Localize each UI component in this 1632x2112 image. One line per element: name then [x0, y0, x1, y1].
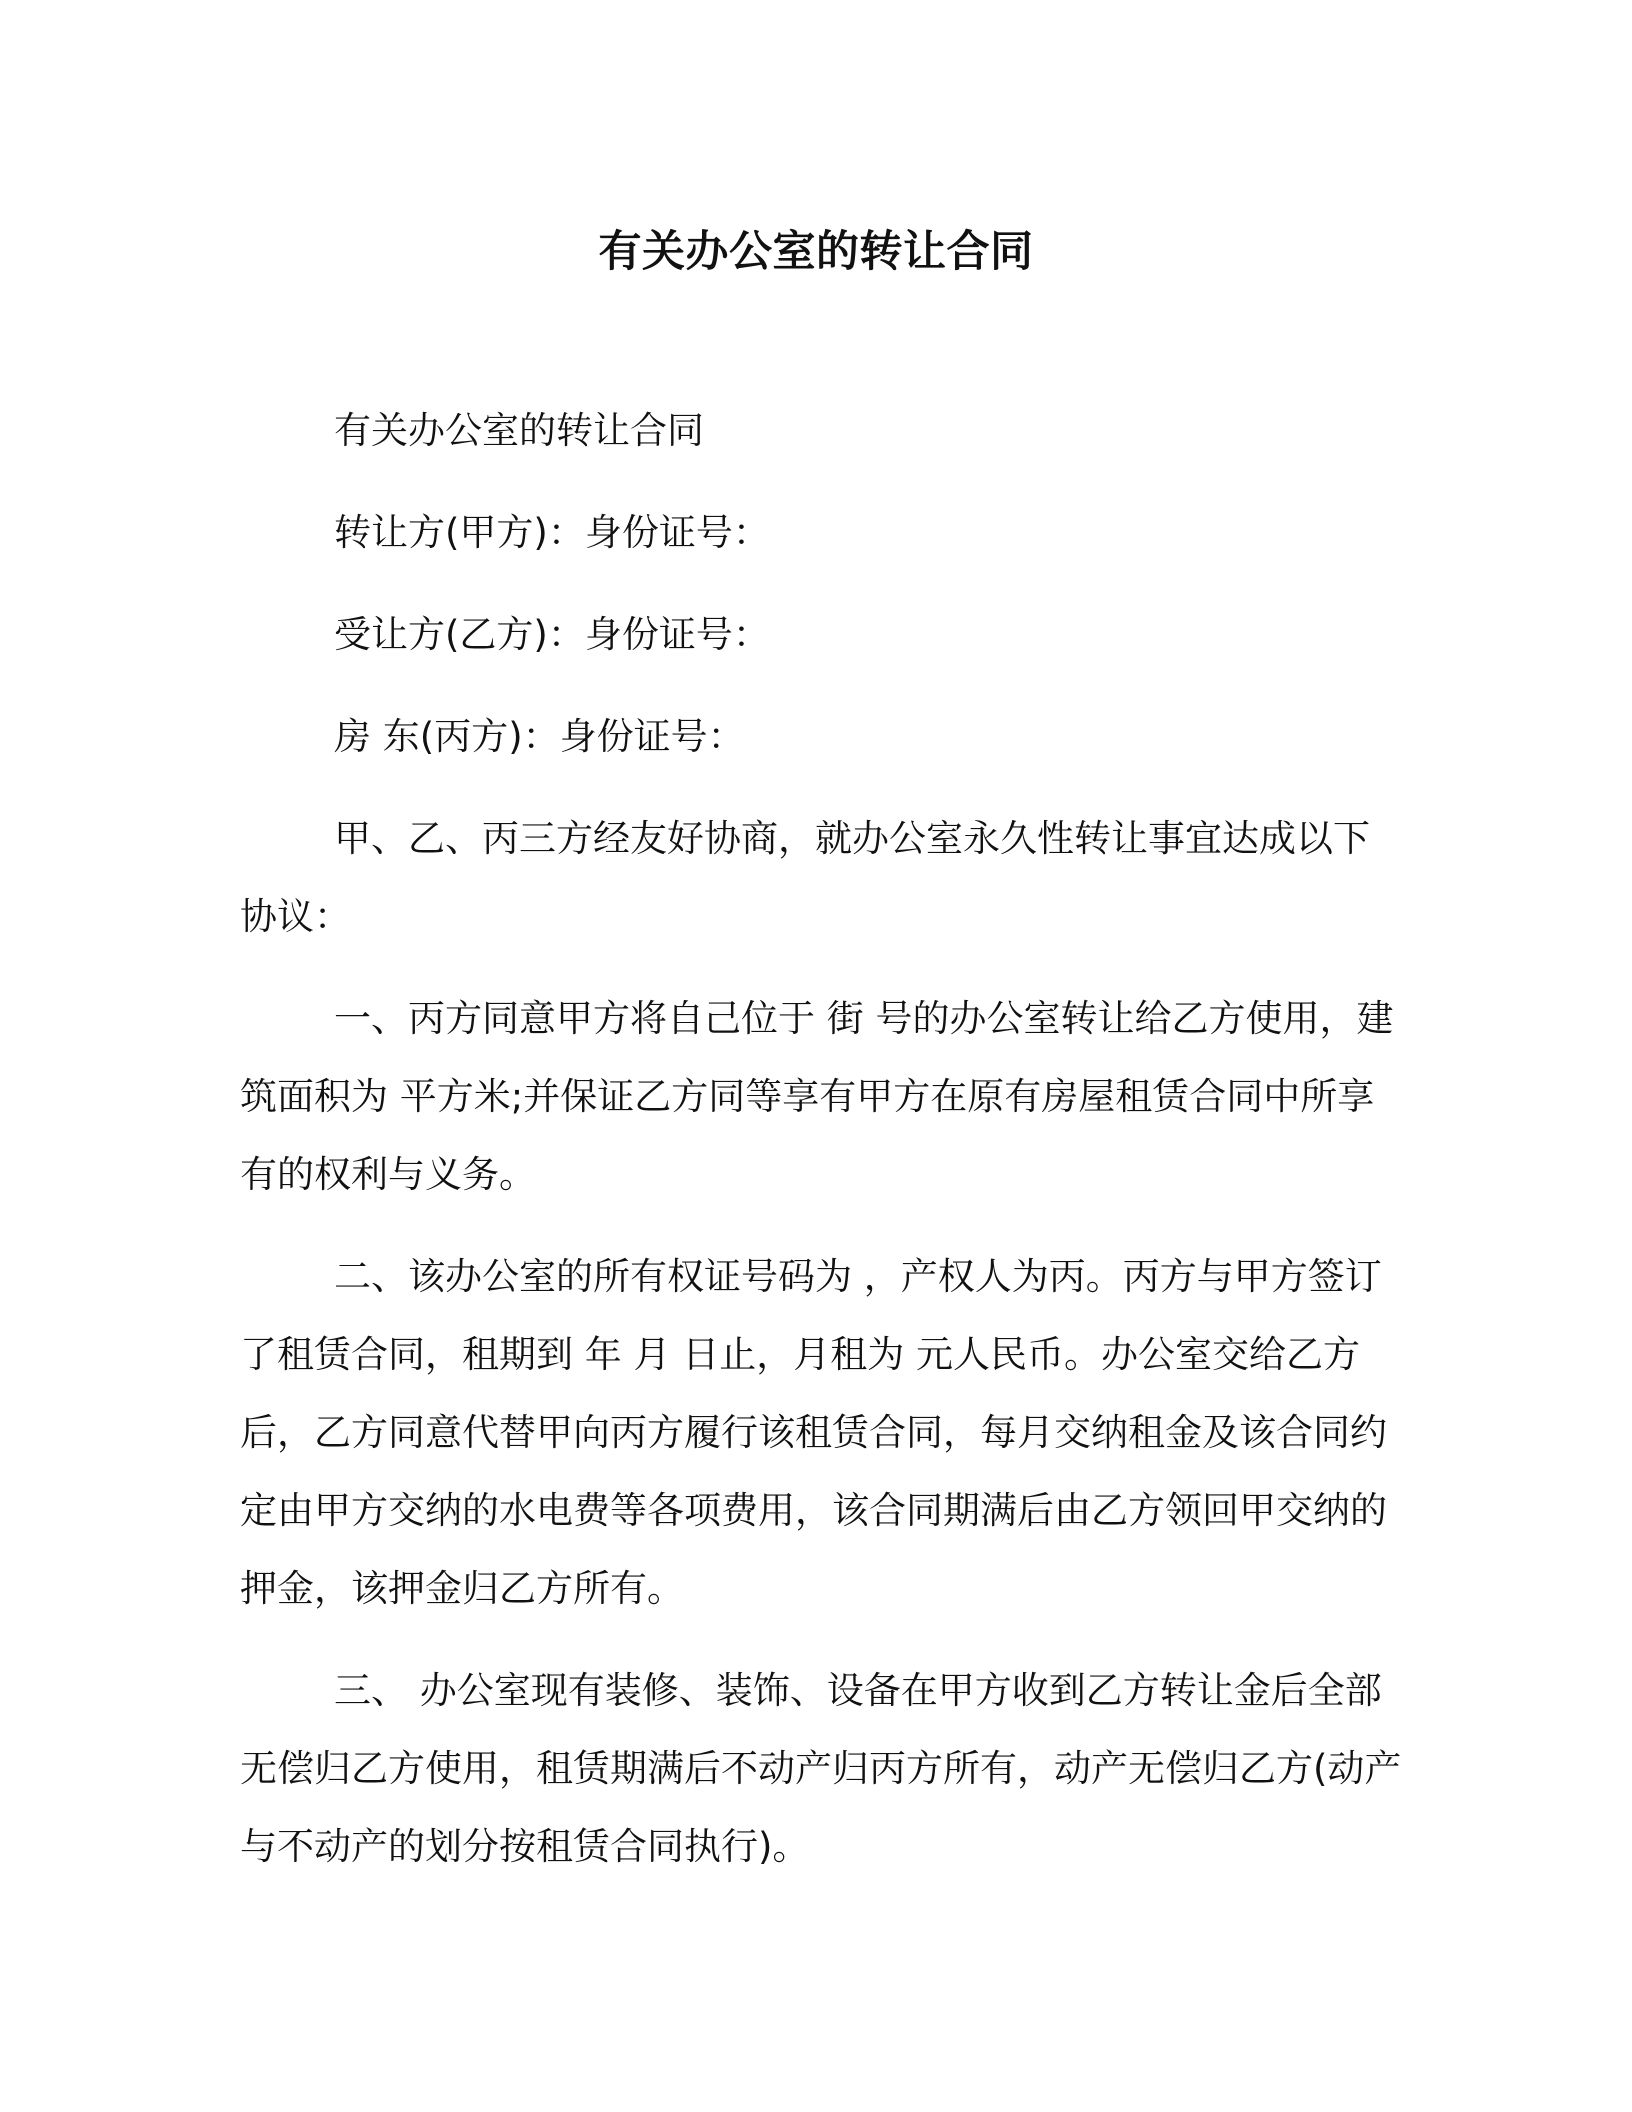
- party-b-line: 受让方(乙方)：身份证号：: [334, 613, 770, 656]
- party-a-line: 转让方(甲方)：身份证号：: [334, 511, 770, 554]
- party-c-line: 房 东(丙方)：身份证号：: [334, 715, 745, 758]
- clause-1-paragraph: 一、丙方同意甲方将自己位于 街 号的办公室转让给乙方使用，建筑面积为 平方米;并保证乙方同等享有甲方在原有房屋租赁合同中所享有的权利与义务。: [240, 997, 1394, 1196]
- document-subtitle: 有关办公室的转让合同: [334, 409, 704, 452]
- clause-3-paragraph: 三、 办公室现有装修、装饰、设备在甲方收到乙方转让金后全部无偿归乙方使用，租赁期满后不动产归丙方所有，动产无偿归乙方(动产与不动产的划分按租赁合同执行)。: [240, 1669, 1402, 1868]
- preamble-paragraph: 甲、乙、丙三方经友好协商，就办公室永久性转让事宜达成以下协议：: [240, 817, 1370, 938]
- clause-2-paragraph: 二、该办公室的所有权证号码为 ，产权人为丙。丙方与甲方签订了租赁合同，租期到 年 月 日止，月租为 元人民币。办公室交给乙方后，乙方同意代替甲向丙方履行该租赁合同，每月交纳租金及该合同约定由甲方交纳的水电费等各项费用，该合同期满后由乙方领回甲交纳的押金，该押金归乙方所有。: [240, 1255, 1387, 1610]
- document-title: 有关办公室的转让合同: [598, 227, 1034, 277]
